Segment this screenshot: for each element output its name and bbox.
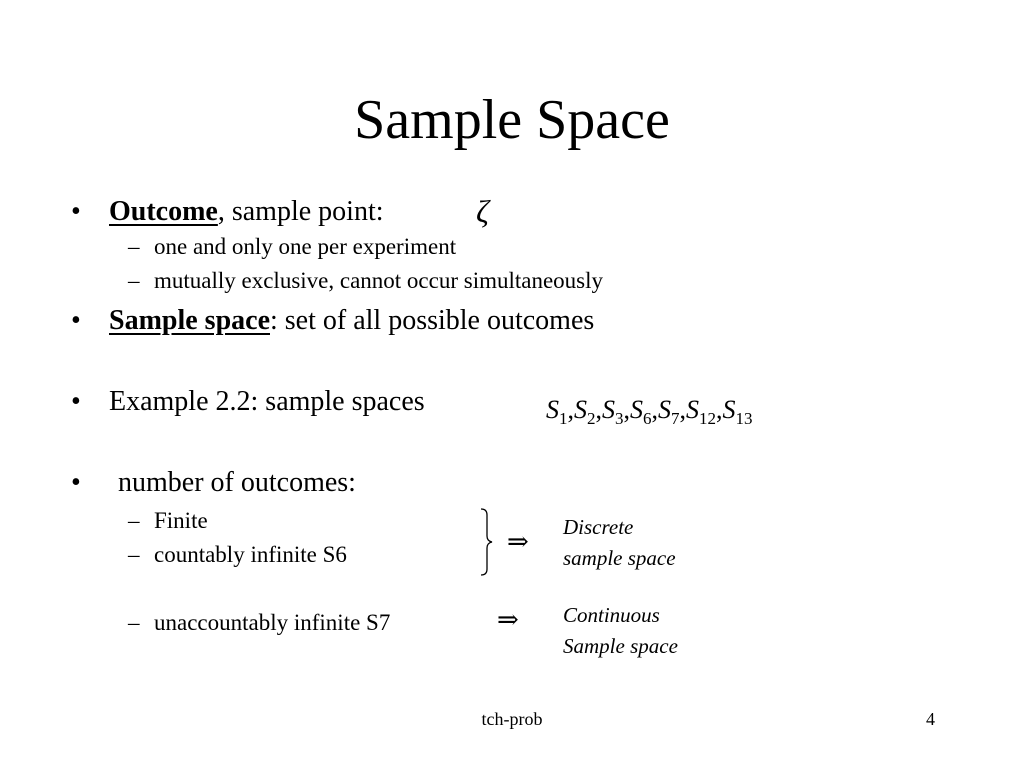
space-letter: S xyxy=(686,395,699,424)
dash-glyph: – xyxy=(128,508,140,533)
outcome-term: Outcome xyxy=(109,196,218,227)
dash-glyph: – xyxy=(128,234,140,259)
space-index: 2 xyxy=(587,409,596,428)
outcome-subitem: mutually exclusive, cannot occur simultaneously xyxy=(154,268,604,293)
sample-space-term: Sample space xyxy=(109,305,270,336)
slide-title: Sample Space xyxy=(354,89,670,151)
bullet-glyph: • xyxy=(71,196,81,227)
space-letter: S xyxy=(574,395,587,424)
space-index: 1 xyxy=(559,409,568,428)
continuous-note-line: Continuous xyxy=(563,603,660,627)
footer-label: tch-prob xyxy=(481,709,543,729)
zeta-symbol: ζ xyxy=(476,193,489,229)
outcome-bullet xyxy=(109,195,384,229)
space-letter: S xyxy=(546,395,559,424)
continuous-note-line: Sample space xyxy=(563,634,678,658)
space-index: 3 xyxy=(615,409,624,428)
outcome-subitem: one and only one per experiment xyxy=(154,234,457,259)
sample-space-definition: : set of all possible outcomes xyxy=(270,305,595,336)
outcomes-count-bullet: number of outcomes: xyxy=(118,467,356,498)
bullet-glyph: • xyxy=(71,305,81,336)
implies-arrow-icon: ⇒ xyxy=(507,527,529,556)
bullet-glyph: • xyxy=(71,467,81,498)
space-index: 13 xyxy=(735,409,753,428)
space-index: 12 xyxy=(699,409,716,428)
space-letter: S xyxy=(658,395,671,424)
outcomes-subitem: countably infinite S6 xyxy=(154,542,347,567)
sample-space-bullet xyxy=(109,304,594,338)
outcomes-subitem: unaccountably infinite S7 xyxy=(154,610,391,635)
discrete-note-line: sample space xyxy=(563,546,676,570)
dash-glyph: – xyxy=(128,268,140,293)
dash-glyph: – xyxy=(128,610,140,635)
discrete-note-line: Discrete xyxy=(563,515,634,539)
example-bullet: Example 2.2: sample spaces xyxy=(109,386,425,417)
page-number: 4 xyxy=(926,709,935,729)
outcomes-subitem: Finite xyxy=(154,508,208,533)
dash-glyph: – xyxy=(128,542,140,567)
right-brace-icon xyxy=(478,508,494,576)
space-letter: S xyxy=(602,395,615,424)
bullet-glyph: • xyxy=(71,386,81,417)
implies-arrow-icon: ⇒ xyxy=(497,605,519,634)
space-index: 7 xyxy=(671,409,680,428)
sample-spaces-list: $S_1,S_2,S_3,S_6,S_7,S_{12},S_{13}$ xyxy=(546,395,753,428)
outcome-definition: , sample point: xyxy=(217,196,384,227)
space-index: 6 xyxy=(643,409,652,428)
space-letter: S xyxy=(630,395,643,424)
space-letter: S xyxy=(722,395,736,424)
